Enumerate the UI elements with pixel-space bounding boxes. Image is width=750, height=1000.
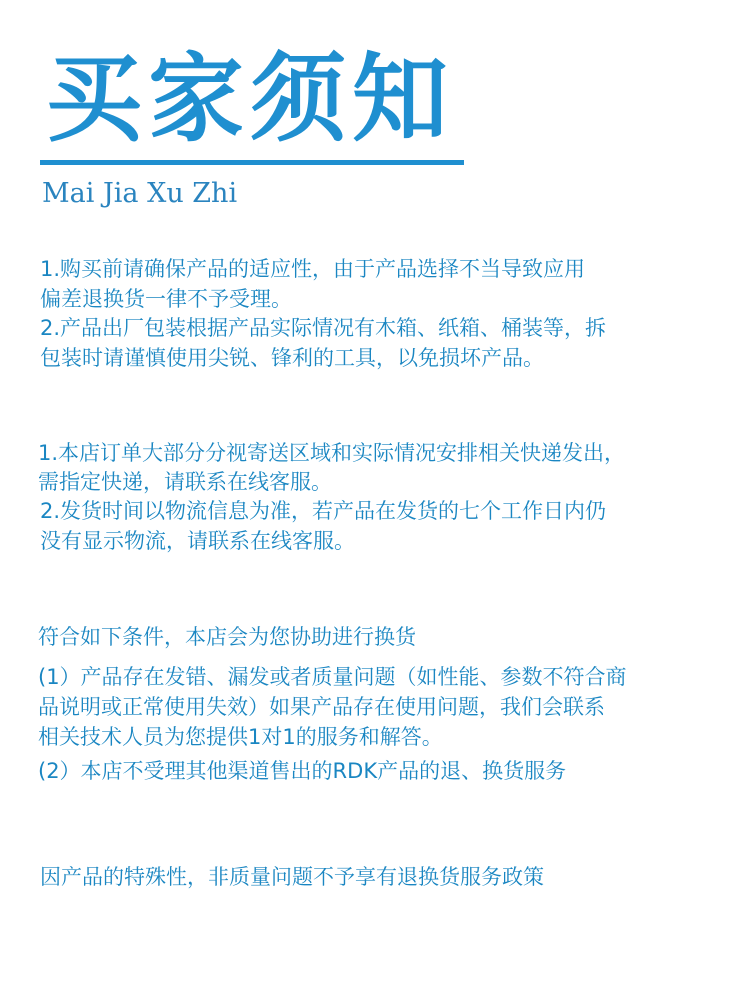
- page-subtitle: Mai Jia Xu Zhi: [42, 178, 238, 209]
- notice-line: 需指定快递，请联系在线客服。: [38, 470, 332, 494]
- notice-line: 偏差退换货一律不予受理。: [40, 287, 292, 311]
- notice-line: 相关技术人员为您提供1对1的服务和解答。: [38, 725, 443, 749]
- notice-line: 因产品的特殊性，非质量问题不予享有退换货服务政策: [40, 865, 544, 889]
- page-title: 买家须知: [46, 43, 454, 155]
- notice-line: 品说明或正常使用失效）如果产品存在使用问题，我们会联系: [38, 695, 605, 719]
- title-underline: [40, 160, 464, 165]
- notice-line: 符合如下条件，本店会为您协助进行换货: [38, 625, 416, 649]
- notice-line: 包装时请谨慎使用尖锐、锋利的工具，以免损坏产品。: [40, 346, 544, 370]
- notice-line: 2.发货时间以物流信息为准，若产品在发货的七个工作日内仍: [40, 499, 607, 523]
- notice-line: 1.本店订单大部分分视寄送区域和实际情况安排相关快递发出，: [38, 441, 626, 465]
- notice-line: (1）产品存在发错、漏发或者质量问题（如性能、参数不符合商: [38, 665, 627, 689]
- notice-line: 没有显示物流，请联系在线客服。: [40, 529, 355, 553]
- notice-line: 1.购买前请确保产品的适应性，由于产品选择不当导致应用: [40, 257, 586, 281]
- notice-line: (2）本店不受理其他渠道售出的RDK产品的退、换货服务: [38, 759, 567, 783]
- notice-line: 2.产品出厂包装根据产品实际情况有木箱、纸箱、桶装等，拆: [40, 316, 607, 340]
